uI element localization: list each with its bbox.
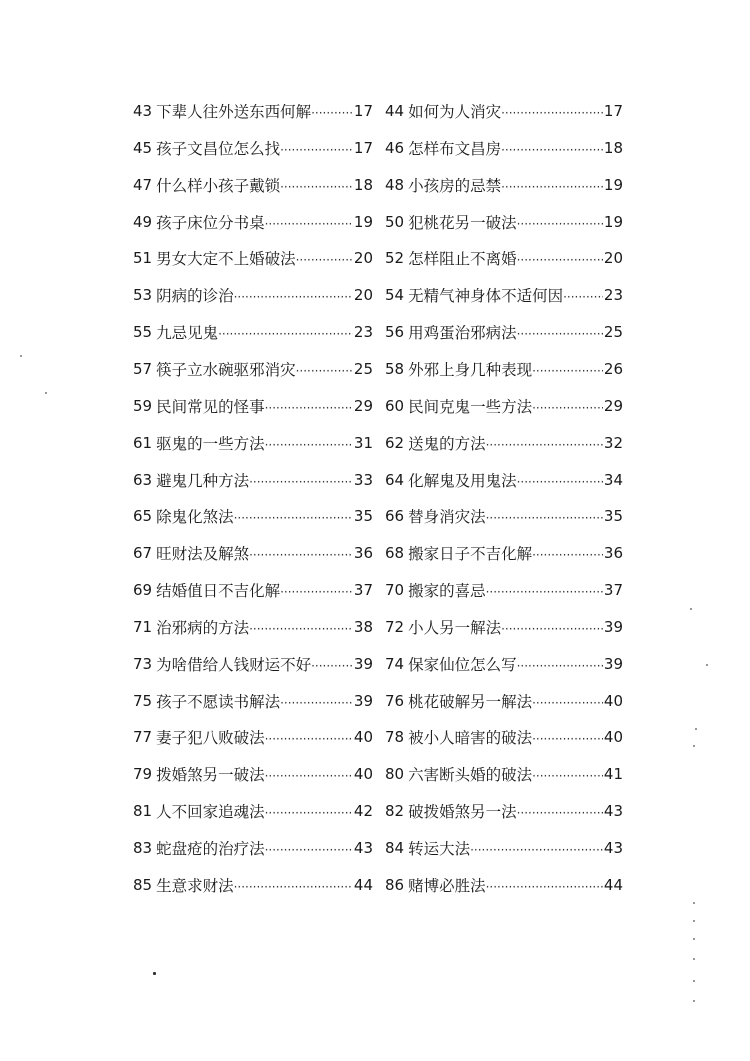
entry-number: 76: [385, 691, 405, 710]
entry-number: 77: [133, 728, 153, 747]
leader-dots: [265, 213, 353, 231]
entry-page-number: 25: [603, 323, 623, 342]
entry-title: 筷子立水碗驱邪消灾: [156, 360, 296, 379]
leader-dots: [249, 471, 353, 489]
entry-title: 如何为人消灾: [408, 103, 502, 121]
toc-entry: [133, 538, 373, 568]
entry-title: 拨婚煞另一破法: [156, 766, 265, 785]
leader-dots: [218, 323, 353, 341]
entry-number: 86: [385, 875, 405, 894]
toc-entry: [133, 280, 373, 310]
entry-title: 送鬼的方法: [408, 434, 486, 453]
entry-page-number: 20: [353, 249, 373, 268]
entry-page-number: 37: [603, 581, 623, 600]
leader-dots: [486, 581, 603, 599]
scan-speck: [693, 938, 695, 940]
entry-number: 69: [133, 581, 153, 600]
toc-entry: [385, 207, 623, 237]
leader-dots: [517, 323, 603, 341]
scan-speck: [45, 392, 47, 394]
entry-title: 什么样小孩子戴锁: [156, 176, 281, 195]
leader-dots: [532, 360, 603, 378]
toc-entry: [133, 391, 373, 421]
entry-number: 80: [385, 765, 405, 784]
entry-title: 犯桃花另一破法: [408, 213, 517, 232]
toc-row: [133, 354, 633, 384]
toc-entry: [133, 207, 373, 237]
toc-entry: [385, 686, 623, 716]
entry-title: 小孩房的忌禁: [408, 176, 502, 195]
entry-number: 64: [385, 470, 405, 489]
toc-entry: [385, 317, 623, 347]
entry-page-number: 19: [603, 175, 623, 194]
entry-page-number: 18: [353, 175, 373, 194]
entry-page-number: 40: [353, 728, 373, 747]
entry-number: 74: [385, 654, 405, 673]
toc-entry: [133, 170, 373, 200]
entry-page-number: 42: [353, 802, 373, 821]
leader-dots: [517, 249, 603, 267]
entry-page-number: 39: [353, 654, 373, 673]
entry-title: 外邪上身几种表现: [408, 360, 533, 379]
entry-number: 84: [385, 839, 405, 857]
toc-entry: [133, 243, 373, 273]
entry-title: 六害断头婚的破法: [408, 766, 533, 785]
entry-number: 82: [385, 802, 405, 821]
entry-title: 妻子犯八败破法: [156, 729, 265, 748]
toc-entry: [133, 686, 373, 716]
entry-page-number: 37: [353, 581, 373, 600]
entry-title: 搬家的喜忌: [408, 582, 486, 601]
leader-dots: [265, 434, 353, 452]
leader-dots: [486, 876, 603, 894]
entry-number: 47: [133, 175, 153, 194]
toc-entry: [133, 759, 373, 789]
entry-number: 46: [385, 138, 405, 157]
entry-number: 81: [133, 802, 153, 821]
leader-dots: [265, 728, 353, 746]
entry-page-number: 18: [603, 138, 623, 157]
entry-title: 化解鬼及用鬼法: [408, 471, 517, 490]
leader-dots: [532, 544, 603, 562]
entry-number: 70: [385, 581, 405, 600]
leader-dots: [265, 802, 353, 820]
toc-entry: [133, 501, 373, 531]
entry-number: 55: [133, 323, 153, 342]
scan-speck: [695, 728, 697, 730]
leader-dots: [532, 692, 603, 710]
entry-title: 无精气神身体不适何因: [408, 287, 564, 306]
scan-speck: [693, 920, 695, 922]
toc-entry: [385, 501, 623, 531]
entry-title: 民间常见的怪事: [156, 397, 265, 416]
toc-row: [133, 317, 633, 347]
entry-title: 赌博必胜法: [408, 876, 486, 895]
entry-title: 蛇盘疮的治疗法: [156, 840, 265, 858]
toc-entry: [385, 759, 623, 789]
entry-page-number: 34: [603, 470, 623, 489]
toc-row: [133, 870, 633, 900]
entry-number: 83: [133, 839, 153, 857]
toc-entry: [385, 722, 623, 752]
leader-dots: [517, 471, 603, 489]
scan-speck: [693, 980, 695, 982]
leader-dots: [517, 655, 603, 673]
leader-dots: [532, 728, 603, 746]
entry-number: 52: [385, 249, 405, 268]
entry-number: 72: [385, 617, 405, 636]
entry-page-number: 35: [603, 507, 623, 526]
entry-number: 60: [385, 396, 405, 415]
entry-page-number: 41: [603, 765, 623, 784]
entry-title: 治邪病的方法: [156, 618, 250, 637]
entry-page-number: 25: [353, 359, 373, 378]
toc-row: [133, 649, 633, 679]
toc-entry: [133, 575, 373, 605]
entry-number: 65: [133, 507, 153, 526]
entry-title: 转运大法: [408, 840, 471, 858]
toc-entry: [385, 243, 623, 273]
leader-dots: [234, 286, 353, 304]
entry-title: 生意求财法: [156, 876, 234, 895]
toc-row: [133, 133, 633, 163]
entry-number: 63: [133, 470, 153, 489]
leader-dots: [265, 839, 353, 857]
toc-entry: [133, 649, 373, 679]
toc-row: [133, 722, 633, 752]
entry-page-number: 19: [603, 212, 623, 231]
entry-number: 85: [133, 875, 153, 894]
toc-entry: [133, 796, 373, 826]
entry-page-number: 35: [353, 507, 373, 526]
entry-page-number: 31: [353, 433, 373, 452]
toc-entry: [385, 428, 623, 458]
entry-page-number: 26: [603, 359, 623, 378]
entry-number: 79: [133, 765, 153, 784]
leader-dots: [234, 507, 353, 525]
scan-speck: [20, 355, 22, 357]
toc-entry: [133, 833, 373, 863]
leader-dots: [296, 249, 353, 267]
toc-entry: [133, 428, 373, 458]
entry-page-number: 33: [353, 470, 373, 489]
toc-entry: [133, 317, 373, 347]
toc-row: [133, 428, 633, 458]
leader-dots: [501, 618, 603, 636]
entry-number: 43: [133, 102, 153, 120]
entry-page-number: 17: [603, 102, 623, 120]
leader-dots: [311, 655, 353, 673]
toc-entry: [385, 870, 623, 900]
entry-page-number: 29: [603, 396, 623, 415]
entry-page-number: 23: [603, 286, 623, 305]
toc-row: [133, 686, 633, 716]
entry-number: 68: [385, 544, 405, 563]
entry-page-number: 17: [353, 102, 373, 120]
entry-title: 结婚值日不吉化解: [156, 582, 281, 601]
entry-page-number: 43: [603, 839, 623, 857]
entry-number: 71: [133, 617, 153, 636]
scan-speck: [693, 1000, 695, 1002]
entry-number: 75: [133, 691, 153, 710]
leader-dots: [517, 213, 603, 231]
entry-number: 78: [385, 728, 405, 747]
toc-row: [133, 96, 633, 126]
entry-page-number: 36: [603, 544, 623, 563]
toc-entry: [385, 280, 623, 310]
entry-page-number: 32: [603, 433, 623, 452]
entry-page-number: 17: [353, 138, 373, 157]
leader-dots: [249, 544, 353, 562]
toc-row: [133, 243, 633, 273]
leader-dots: [280, 692, 353, 710]
entry-number: 53: [133, 286, 153, 305]
entry-page-number: 23: [353, 323, 373, 342]
leader-dots: [532, 765, 603, 783]
toc-entry: [385, 391, 623, 421]
leader-dots: [563, 286, 603, 304]
entry-page-number: 29: [353, 396, 373, 415]
entry-title: 怎样阻止不离婚: [408, 250, 517, 269]
entry-title: 替身消灾法: [408, 508, 486, 527]
leader-dots: [311, 102, 353, 120]
entry-number: 73: [133, 654, 153, 673]
entry-title: 男女大定不上婚破法: [156, 250, 296, 269]
toc-row: [133, 391, 633, 421]
entry-number: 44: [385, 102, 405, 120]
entry-title: 孩子床位分书桌: [156, 213, 265, 232]
entry-title: 被小人暗害的破法: [408, 729, 533, 748]
toc-row: [133, 465, 633, 495]
entry-title: 驱鬼的一些方法: [156, 434, 265, 453]
entry-page-number: 40: [353, 765, 373, 784]
leader-dots: [470, 839, 603, 857]
toc-entry: [133, 133, 373, 163]
entry-title: 孩子文昌位怎么找: [156, 139, 281, 158]
entry-number: 45: [133, 138, 153, 157]
scan-speck: [153, 972, 156, 975]
entry-title: 搬家日子不吉化解: [408, 545, 533, 564]
entry-page-number: 39: [603, 654, 623, 673]
leader-dots: [280, 176, 353, 194]
leader-dots: [486, 507, 603, 525]
toc-entry: [133, 612, 373, 642]
toc-entry: [385, 833, 623, 863]
entry-number: 56: [385, 323, 405, 342]
scan-speck: [690, 608, 692, 610]
entry-number: 61: [133, 433, 153, 452]
leader-dots: [280, 139, 353, 157]
leader-dots: [249, 618, 353, 636]
entry-number: 66: [385, 507, 405, 526]
entry-title: 旺财法及解煞: [156, 545, 250, 564]
entry-title: 破拨婚煞另一法: [408, 803, 517, 822]
entry-page-number: 36: [353, 544, 373, 563]
toc-entry: [385, 538, 623, 568]
toc-entry: [133, 96, 373, 126]
scan-speck: [693, 902, 695, 904]
entry-number: 49: [133, 212, 153, 231]
entry-number: 50: [385, 212, 405, 231]
entry-number: 58: [385, 359, 405, 378]
entry-page-number: 20: [353, 286, 373, 305]
leader-dots: [486, 434, 603, 452]
entry-title: 小人另一解法: [408, 618, 502, 637]
leader-dots: [296, 360, 353, 378]
leader-dots: [501, 139, 603, 157]
toc-entry: [385, 575, 623, 605]
toc-entry: [385, 649, 623, 679]
entry-page-number: 39: [603, 617, 623, 636]
entry-number: 51: [133, 249, 153, 268]
entry-title: 孩子不愿读书解法: [156, 692, 281, 711]
scan-speck: [706, 664, 708, 666]
toc-entry: [133, 465, 373, 495]
toc-row: [133, 170, 633, 200]
entry-page-number: 39: [353, 691, 373, 710]
entry-page-number: 40: [603, 728, 623, 747]
entry-number: 57: [133, 359, 153, 378]
toc-row: [133, 575, 633, 605]
toc-row: [133, 207, 633, 237]
leader-dots: [501, 176, 603, 194]
leader-dots: [234, 876, 353, 894]
toc-entry: [385, 96, 623, 126]
toc-row: [133, 612, 633, 642]
entry-title: 除鬼化煞法: [156, 508, 234, 527]
entry-number: 62: [385, 433, 405, 452]
toc-row: [133, 280, 633, 310]
entry-page-number: 40: [603, 691, 623, 710]
entry-number: 48: [385, 175, 405, 194]
scan-speck: [693, 958, 695, 960]
toc-row: [133, 538, 633, 568]
entry-title: 避鬼几种方法: [156, 471, 250, 490]
entry-title: 用鸡蛋治邪病法: [408, 324, 517, 343]
entry-page-number: 43: [353, 839, 373, 857]
leader-dots: [265, 397, 353, 415]
toc-row: [133, 833, 633, 863]
toc-entry: [385, 170, 623, 200]
toc-entry: [385, 465, 623, 495]
leader-dots: [532, 397, 603, 415]
entry-number: 67: [133, 544, 153, 563]
toc-entry: [133, 722, 373, 752]
entry-page-number: 20: [603, 249, 623, 268]
entry-title: 桃花破解另一解法: [408, 692, 533, 711]
toc-entry: [385, 612, 623, 642]
leader-dots: [501, 102, 603, 120]
entry-title: 阴病的诊治: [156, 287, 234, 306]
entry-title: 民间克鬼一些方法: [408, 397, 533, 416]
entry-title: 保家仙位怎么写: [408, 655, 517, 674]
entry-title: 怎样布文昌房: [408, 139, 502, 158]
entry-page-number: 38: [353, 617, 373, 636]
entry-number: 54: [385, 286, 405, 305]
toc-entry: [133, 870, 373, 900]
leader-dots: [280, 581, 353, 599]
entry-title: 为啥借给人钱财运不好: [156, 655, 312, 674]
entry-page-number: 44: [603, 875, 623, 894]
toc-entry: [385, 354, 623, 384]
toc-row: [133, 796, 633, 826]
scan-speck: [693, 745, 695, 747]
toc-entry: [385, 796, 623, 826]
entry-page-number: 43: [603, 802, 623, 821]
leader-dots: [517, 802, 603, 820]
toc-entry: [385, 133, 623, 163]
entry-page-number: 44: [353, 875, 373, 894]
leader-dots: [265, 765, 353, 783]
toc-entry: [133, 354, 373, 384]
entry-number: 59: [133, 396, 153, 415]
entry-title: 人不回家追魂法: [156, 803, 265, 822]
entry-title: 下辈人往外送东西何解: [156, 103, 312, 121]
entry-page-number: 19: [353, 212, 373, 231]
entry-title: 九忌见鬼: [156, 324, 219, 343]
toc-row: [133, 501, 633, 531]
toc-row: [133, 759, 633, 789]
